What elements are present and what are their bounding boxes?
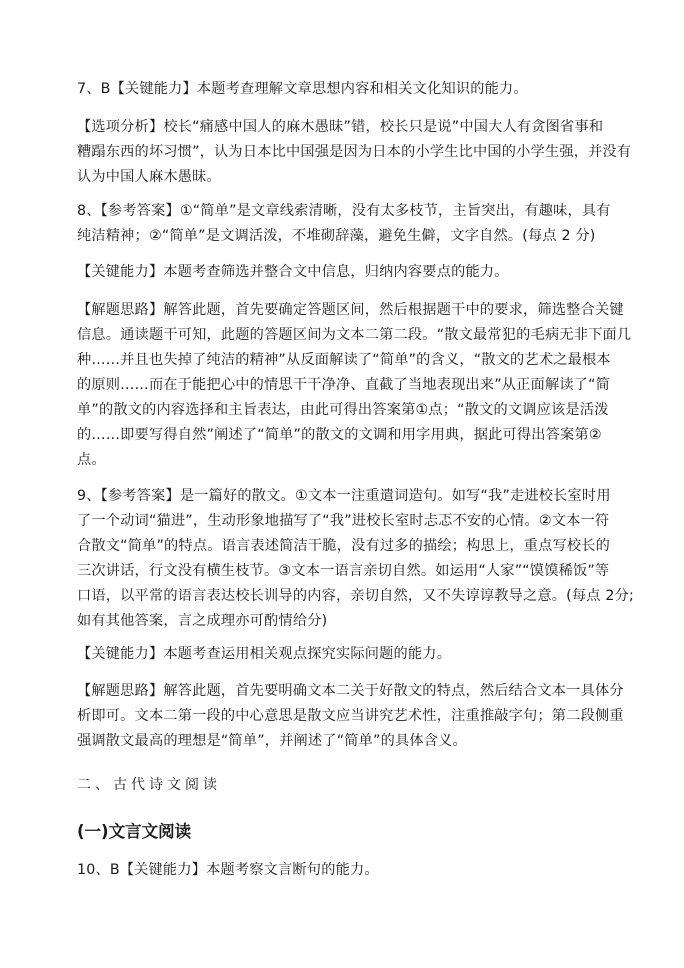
q8-thinking-line: 【解题思路】解答此题，首先要确定答题区间，然后根据题干中的要求，筛选整合关键 xyxy=(77,302,624,318)
q7-analysis-line: 认为中国人麻木愚昧。 xyxy=(77,169,221,185)
q10-answer xyxy=(77,858,617,883)
q7-answer-line: 7、B【关键能力】本题考查理解文章思想内容和相关文化知识的能力。 xyxy=(77,81,528,97)
q9-answer-line: 口语，以平常的语言表达校长训导的内容，亲切自然，又不失谆谆教导之意。(每点 2分; xyxy=(77,588,634,604)
q8-thinking-line: 信息。通读题干可知，此题的答题区间为文本二第二段。“散文最常犯的毛病无非下面几 xyxy=(77,327,632,343)
section-title: 二、古代诗文阅读 xyxy=(77,777,221,793)
q9-thinking-line: 强调散文最高的理想是“简单”，并阐述了“简单”的具体含义。 xyxy=(77,733,467,749)
q9-ability-line: 【关键能力】本题考查运用相关观点探究实际问题的能力。 xyxy=(77,646,452,662)
q8-thinking-line: 点。 xyxy=(77,452,106,468)
q8-ability-line: 【关键能力】本题考查筛选并整合文中信息，归纳内容要点的能力。 xyxy=(77,264,509,280)
q8-thinking-line: 的……即要写得自然”阐述了“简单”的散文的文调和用字用典，据此可得出答案第② xyxy=(77,427,602,443)
q8-thinking-line: 种……并且也失掉了纯洁的精神”从反面解读了“简单”的含义，“散文的艺术之最根本 xyxy=(77,352,611,368)
q9-answer-line: 9、【参考答案】是一篇好的散文。①文本一注重遣词造句。如写“我”走进校长室时用 xyxy=(77,488,611,504)
q7-answer xyxy=(77,77,617,102)
q9-answer-line: 合散文“简单”的特点。语言表述简洁干脆，没有过多的描绘；构思上，重点写校长的 xyxy=(77,538,611,554)
q8-ability xyxy=(77,260,617,285)
q8-thinking-line: 单”的散文的内容选择和主旨表达，由此可得出答案第①点；“散文的文调应该是活泼 xyxy=(77,402,609,418)
q9-answer-line: 三次讲话，行文没有横生枝节。③文本一语言亲切自然。如运用“人家”“馍馍稀饭”等 xyxy=(77,563,610,579)
q9-thinking-line: 【解题思路】解答此题，首先要明确文本二关于好散文的特点，然后结合文本一具体分 xyxy=(77,683,624,699)
q9-answer-line: 如有其他答案，言之成理亦可酌情给分) xyxy=(77,613,328,629)
q7-analysis-line: 【选项分析】校长“痛感中国人的麻木愚昧”错，校长只是说”中国大人有贪图省事和 xyxy=(77,119,604,135)
q8-thinking-line: 的原则……而在于能把心中的情思干干净净、直截了当地表现出来”从正面解读了“简 xyxy=(77,377,611,393)
q7-analysis-line: 糟蹋东西的坏习惯”，认为日本比中国强是因为日本的小学生比中国的小学生强，并没有 xyxy=(77,144,632,160)
q8-answer-line: 纯洁精神；②“简单”是文调活泼，不堆砌辞藻，避免生僻，文字自然。(每点 2 分) xyxy=(77,228,596,244)
q9-thinking xyxy=(77,679,624,754)
q7-analysis xyxy=(77,115,632,190)
q9-answer xyxy=(77,484,634,634)
q8-answer xyxy=(77,199,617,249)
q10-answer-line: 10、B【关键能力】本题考察文言断句的能力。 xyxy=(77,862,379,878)
subsection-title: (一)文言文阅读 xyxy=(77,822,192,841)
q8-answer-line: 8、【参考答案】①“简单”是文章线索清晰，没有太多枝节，主旨突出，有趣味，具有 xyxy=(77,203,611,219)
q9-thinking-line: 析即可。文本二第一段的中心意思是散文应当讲究艺术性，注重推敲字句；第二段侧重 xyxy=(77,708,624,724)
q9-answer-line: 了一个动词“猫进”，生动形象地描写了“我”进校长室时忐忑不安的心情。②文本一符 xyxy=(77,513,610,529)
q9-ability xyxy=(77,642,617,667)
q8-thinking xyxy=(77,298,632,473)
